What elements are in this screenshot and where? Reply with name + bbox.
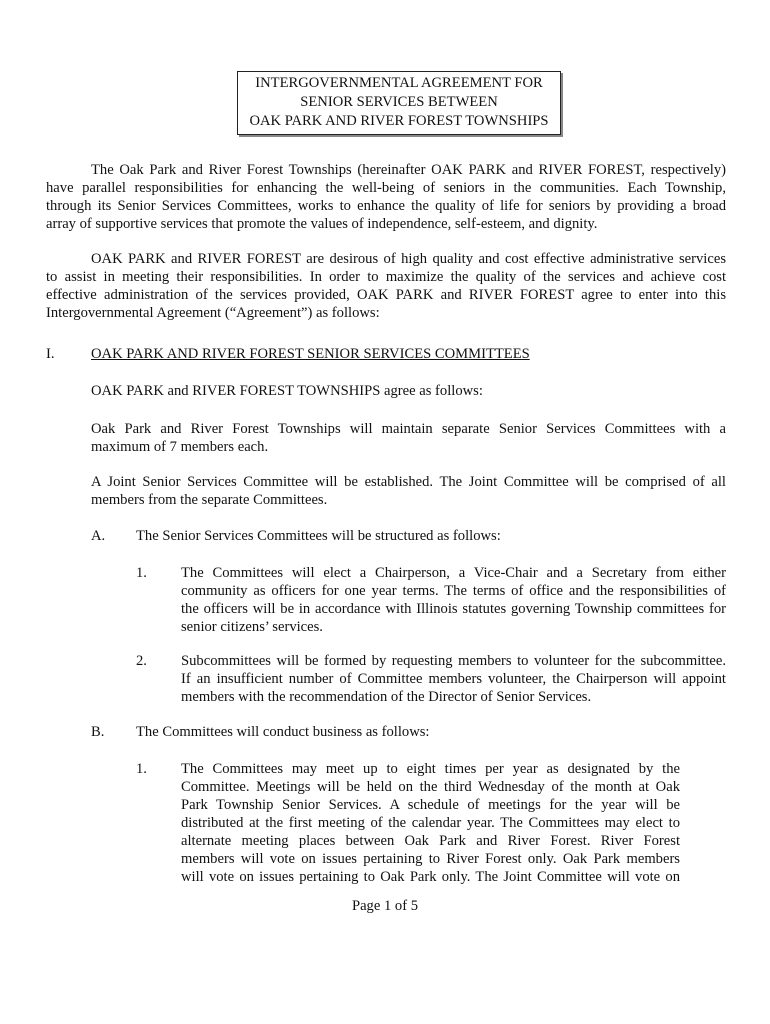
intro-paragraph-2 [46, 250, 726, 322]
joint-committee-paragraph [91, 473, 726, 509]
page-number: Page 1 of 5 [351, 898, 419, 914]
item-a2-number: 2. [136, 653, 147, 669]
intro-p1-line: through its Senior Services Committees, works to enhance the quality of life for seniors by providing a broad [46, 198, 726, 214]
item-line: Subcommittees will be formed by requesting members to volunteer for the subcommittee. [181, 653, 726, 669]
item-line: senior citizens’ services. [181, 619, 323, 635]
paragraph-line: maximum of 7 members each. [91, 439, 269, 455]
item-line: The Committees will elect a Chairperson, a Vice-Chair and a Secretary from either [181, 565, 726, 581]
subsection-b-label: B. [91, 724, 105, 740]
item-line: alternate meeting places between Oak Park and River Forest. River Forest [181, 833, 680, 849]
intro-p2-line: Intergovernmental Agreement (“Agreement”) as follows: [46, 305, 380, 321]
item-line: members with the recommendation of the Director of Senior Services. [181, 689, 592, 705]
paragraph-line: A Joint Senior Services Committee will be established. The Joint Committee will be comprised of all [91, 474, 726, 490]
title-line-3: OAK PARK AND RIVER FOREST TOWNSHIPS [249, 113, 549, 129]
item-line: distributed at the first meeting of the calendar year. The Committees may elect to [181, 815, 680, 831]
item-line: The Committees may meet up to eight times per year as designated by the [181, 761, 680, 777]
item-line: community as officers for one year terms. The terms of office and the responsibilities of [181, 583, 726, 599]
agree-statement: OAK PARK and RIVER FOREST TOWNSHIPS agree as follows: [91, 383, 483, 399]
title-box [237, 71, 561, 135]
item-line: members will vote on issues pertaining to River Forest only. Oak Park members [181, 851, 680, 867]
item-a2-text [181, 652, 726, 706]
intro-p1-line: The Oak Park and River Forest Townships (hereinafter OAK PARK and RIVER FOREST, respectively) [91, 162, 726, 178]
title-line-2: SENIOR SERVICES BETWEEN [300, 94, 498, 110]
section-number: I. [46, 346, 55, 362]
subsection-a-text: The Senior Services Committees will be structured as follows: [136, 528, 501, 544]
item-line: If an insufficient number of Committee members volunteer, the Chairperson will appoint [181, 671, 726, 687]
intro-p1-line: have parallel responsibilities for enhancing the well-being of seniors in the communities. Each Township, [46, 180, 726, 196]
paragraph-line: members from the separate Committees. [91, 492, 328, 508]
intro-p2-line: OAK PARK and RIVER FOREST are desirous of high quality and cost effective administrative services [91, 251, 726, 267]
item-b1-text [181, 760, 680, 886]
paragraph-line: Oak Park and River Forest Townships will maintain separate Senior Services Committees with a [91, 421, 726, 437]
intro-p2-line: effective administration of the services provided, OAK PARK and RIVER FOREST agree to enter into this [46, 287, 726, 303]
subsection-b-text: The Committees will conduct business as follows: [136, 724, 430, 740]
intro-p1-line: array of supportive services that promote the values of independence, self-esteem, and dignity. [46, 216, 598, 232]
item-line: Committee. Meetings will be held on the third Wednesday of the month at Oak [181, 779, 680, 795]
subsection-a-label: A. [91, 528, 106, 544]
item-line: will vote on issues pertaining to Oak Park only. The Joint Committee will vote on [181, 869, 680, 885]
item-a1-text [181, 564, 726, 636]
item-line: Park Township Senior Services. A schedule of meetings for the year will be [181, 797, 680, 813]
section-heading: OAK PARK AND RIVER FOREST SENIOR SERVICES COMMITTEES [91, 346, 530, 362]
item-line: the officers will be in accordance with Illinois statutes governing Township committees for [181, 601, 726, 617]
separate-committees-paragraph [91, 420, 726, 456]
item-b1-number: 1. [136, 761, 147, 777]
title-line-1: INTERGOVERNMENTAL AGREEMENT FOR [255, 75, 543, 91]
intro-p2-line: to assist in meeting their responsibilities. In order to maximize the quality of the services and achieve cost [46, 269, 726, 285]
item-a1-number: 1. [136, 565, 147, 581]
intro-paragraph-1 [46, 161, 726, 233]
